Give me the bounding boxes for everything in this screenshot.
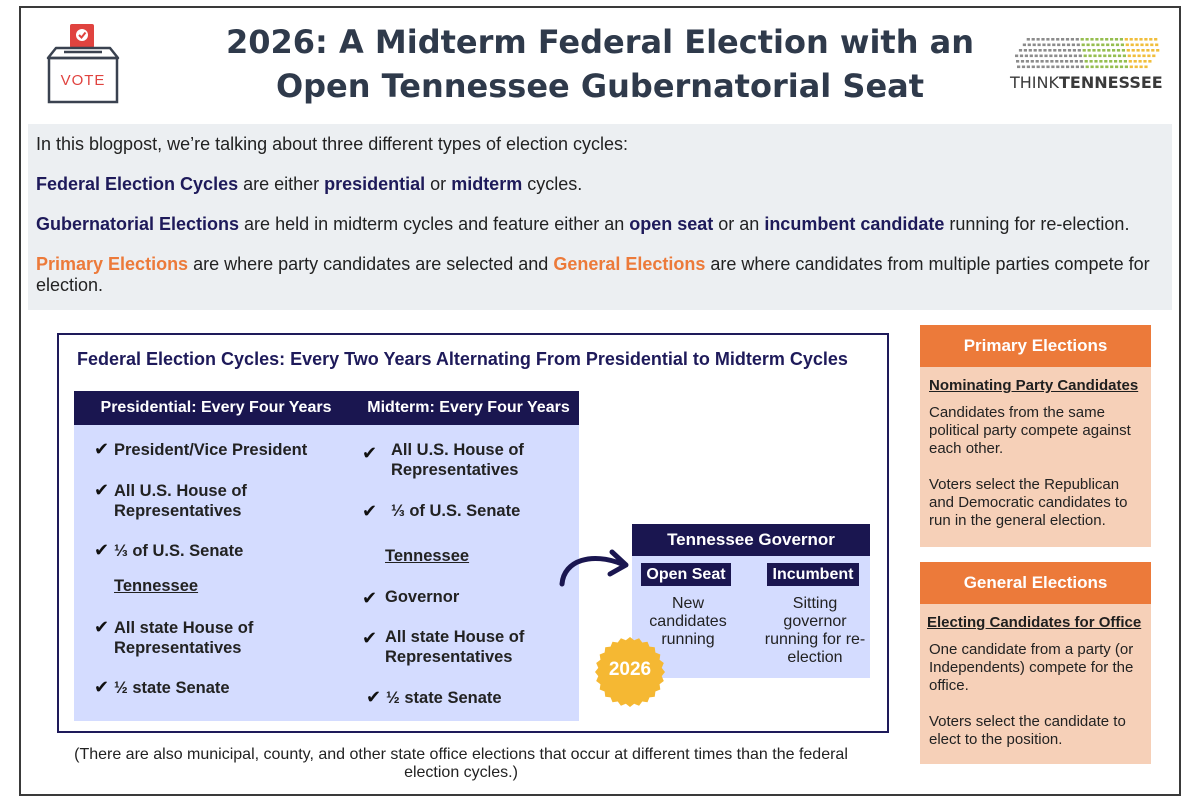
presidential-header: Presidential: Every Four Years [74, 391, 358, 425]
check-icon: ✔ [366, 687, 382, 708]
mid-state-label: Tennessee [385, 547, 470, 565]
pres-item: President/Vice President [114, 441, 308, 459]
ballot-box-icon [46, 22, 120, 104]
governor-header: Tennessee Governor [632, 524, 870, 556]
text: or [425, 174, 452, 194]
logo-tennessee: TENNESSEE [1058, 73, 1163, 92]
check-icon: ✔ [94, 617, 110, 638]
general-elections-panel [920, 562, 1151, 764]
check-icon: ✔ [94, 480, 110, 501]
intro-gubernatorial [36, 214, 1164, 235]
incumbent-label: Incumbent [767, 563, 859, 586]
text: cycles. [522, 174, 583, 194]
midterm-header: Midterm: Every Four Years [358, 391, 579, 425]
mid-item: ⅓ of U.S. Senate [391, 502, 521, 520]
logo-think: THINK [1010, 73, 1059, 92]
primary-paragraph: Voters select the Republican and Democratic candidates to run in the general election. [929, 476, 1128, 529]
term-general: General Elections [553, 254, 706, 274]
term-presidential: presidential [324, 174, 426, 194]
text: are either [238, 174, 325, 194]
text: are held in midterm cycles and feature either an [239, 214, 630, 234]
text: are where candidates from multiple parties compete for election. [36, 254, 1150, 295]
check-icon: ✔ [362, 628, 378, 649]
year-badge-label: 2026 [608, 659, 652, 680]
intro-primary-general [36, 254, 1164, 296]
intro-federal [36, 174, 1164, 195]
title-line-2: Open Tennessee Gubernatorial Seat [275, 67, 925, 105]
title-line-1: 2026: A Midterm Federal Election with an [225, 23, 975, 61]
pres-item: ⅓ of U.S. Senate [114, 542, 244, 560]
intro-panel [28, 124, 1172, 310]
check-icon: ✔ [94, 677, 110, 698]
text: running for re-election. [944, 214, 1130, 234]
mid-item: All U.S. House of Representatives [391, 441, 524, 479]
primary-elections-panel [920, 325, 1151, 547]
term-incumbent: incumbent candidate [764, 214, 945, 234]
general-paragraph: One candidate from a party (or Independents) compete for the office. [929, 641, 1134, 694]
open-seat-label: Open Seat [641, 563, 731, 586]
think-tennessee-logo [1010, 73, 1163, 92]
primary-subhead: Nominating Party Candidates [929, 377, 1139, 394]
page-title [220, 20, 980, 108]
term-gubernatorial: Gubernatorial Elections [36, 214, 240, 234]
text: are where party candidates are selected and [188, 254, 554, 274]
pres-state-item: ½ state Senate [114, 679, 230, 697]
text: or an [713, 214, 765, 234]
federal-cycles-title: Federal Election Cycles: Every Two Years Alternating From Presidential to Midterm Cycles [77, 349, 848, 369]
mid-state-item: Governor [385, 588, 460, 606]
open-seat-description: New candidates running [649, 595, 727, 648]
mid-state-item: ½ state Senate [386, 689, 502, 707]
check-icon: ✔ [362, 588, 378, 609]
footnote: (There are also municipal, county, and other state office elections that occur at different times than the federal election cycles.) [74, 746, 848, 781]
general-paragraph: Voters select the candidate to elect to the position. [929, 713, 1126, 748]
term-open-seat: open seat [629, 214, 714, 234]
pres-state-label: Tennessee [114, 577, 199, 595]
primary-paragraph: Candidates from the same political party compete against each other. [929, 404, 1131, 457]
incumbent-description: Sitting governor running for re-election [764, 595, 866, 666]
primary-header: Primary Elections [920, 325, 1151, 367]
tennessee-dots-logo [1008, 34, 1160, 74]
pres-state-item: All state House of Representatives [114, 619, 254, 657]
general-subhead: Electing Candidates for Office [927, 614, 1142, 631]
check-icon: ✔ [94, 540, 110, 561]
tennessee-governor-box [632, 524, 870, 678]
vote-label: VOTE [60, 72, 106, 89]
intro-line: In this blogpost, we’re talking about three different types of election cycles: [36, 134, 629, 154]
curved-arrow-icon [552, 540, 634, 590]
term-federal: Federal Election Cycles [36, 174, 239, 194]
check-icon: ✔ [362, 443, 378, 464]
check-icon: ✔ [94, 439, 110, 460]
mid-state-item: All state House of Representatives [385, 628, 525, 666]
pres-item: All U.S. House of Representatives [114, 482, 247, 520]
term-primary: Primary Elections [36, 254, 189, 274]
check-icon: ✔ [362, 501, 378, 522]
term-midterm: midterm [451, 174, 523, 194]
general-header: General Elections [920, 562, 1151, 604]
